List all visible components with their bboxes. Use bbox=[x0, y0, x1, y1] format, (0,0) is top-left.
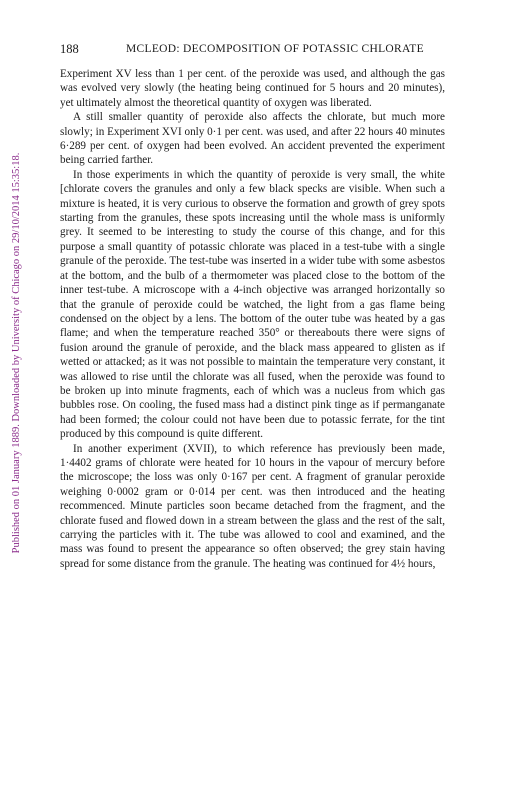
page-header bbox=[60, 40, 450, 58]
paragraph: A still smaller quantity of peroxide also affects the chlorate, but much more slowly; in Experiment XVI only 0·1 per cent. was used, and after 22 hours 40 minutes 6·289 per cent. of oxygen had been evolved. An accident prevented the experiment being carried farther. bbox=[60, 111, 445, 167]
paragraph: In those experiments in which the quantity of peroxide is very small, the white [chlorate covers the granules and only a few black specks are visible. When such a mixture is heated, it is very curious to observe the formation and growth of grey spots starting from the granules, these spots increasing until the whole mass is uniformly grey. It seemed to be interesting to study the course of this change, and for this purpose a small quantity of potassic chlorate was placed in a test-tube with a single granule of the peroxide. The test-tube was inserted in a wider tube with some asbestos at the bottom, and the bulb of a thermometer was placed close to the bottom of the inner test-tube. A microscope with a 4-inch objective was arranged horizontally so that the granule of peroxide could be watched, the light from a gas flame being condensed on the object by a lens. The bottom of the outer tube was heated by a gas flame; and when the temperature reached 350° or thereabouts there were signs of fusion around the granule of peroxide, and the black mass appeared to glisten as if wetted or attacked; as it was not possible to maintain the temperature very constant, it was allowed to rise until the chlorate was all fused, when the peroxide was found to be broken up into minute fragments, each of which was a nucleus from which gas bubbles rose. On cooling, the fused mass had a distinct pink tinge as if permanganate had been formed; the colour could not have been due to potassic ferrate, for the tint produced by this compound is quite different. bbox=[60, 168, 445, 441]
publication-stamp: Published on 01 January 1889. Downloaded by University of Chicago on 29/10/2014 15:35:18. bbox=[11, 152, 22, 554]
paragraph: In another experiment (XVII), to which reference has previously been made, 1·4402 grams of chlorate were heated for 10 hours in the vapour of mercury before the microscope; the loss was only 0·167 per cent. A fragment of granular peroxide weighing 0·0002 gram or 0·014 per cent. was then introduced and the heating recommenced. Minute particles soon became detached from the fragment, and the chlorate fused and flowed down in a stream between the glass and the rest of the salt, carrying the particles with it. The tube was allowed to cool and examined, and the mass was found to present the appearance so often observed; the grey stain having spread for some distance from the granule. The heating was continued for 4½ hours, bbox=[60, 442, 445, 570]
running-head: MCLEOD: DECOMPOSITION OF POTASSIC CHLORATE bbox=[126, 43, 424, 55]
page-number: 188 bbox=[60, 42, 79, 56]
article-body bbox=[60, 67, 445, 571]
paragraph: Experiment XV less than 1 per cent. of the peroxide was used, and although the gas was evolved very slowly (the heating being continued for 5 hours and 20 minutes), yet ultimately almost the theoretical quantity of oxygen was liberated. bbox=[60, 68, 445, 109]
